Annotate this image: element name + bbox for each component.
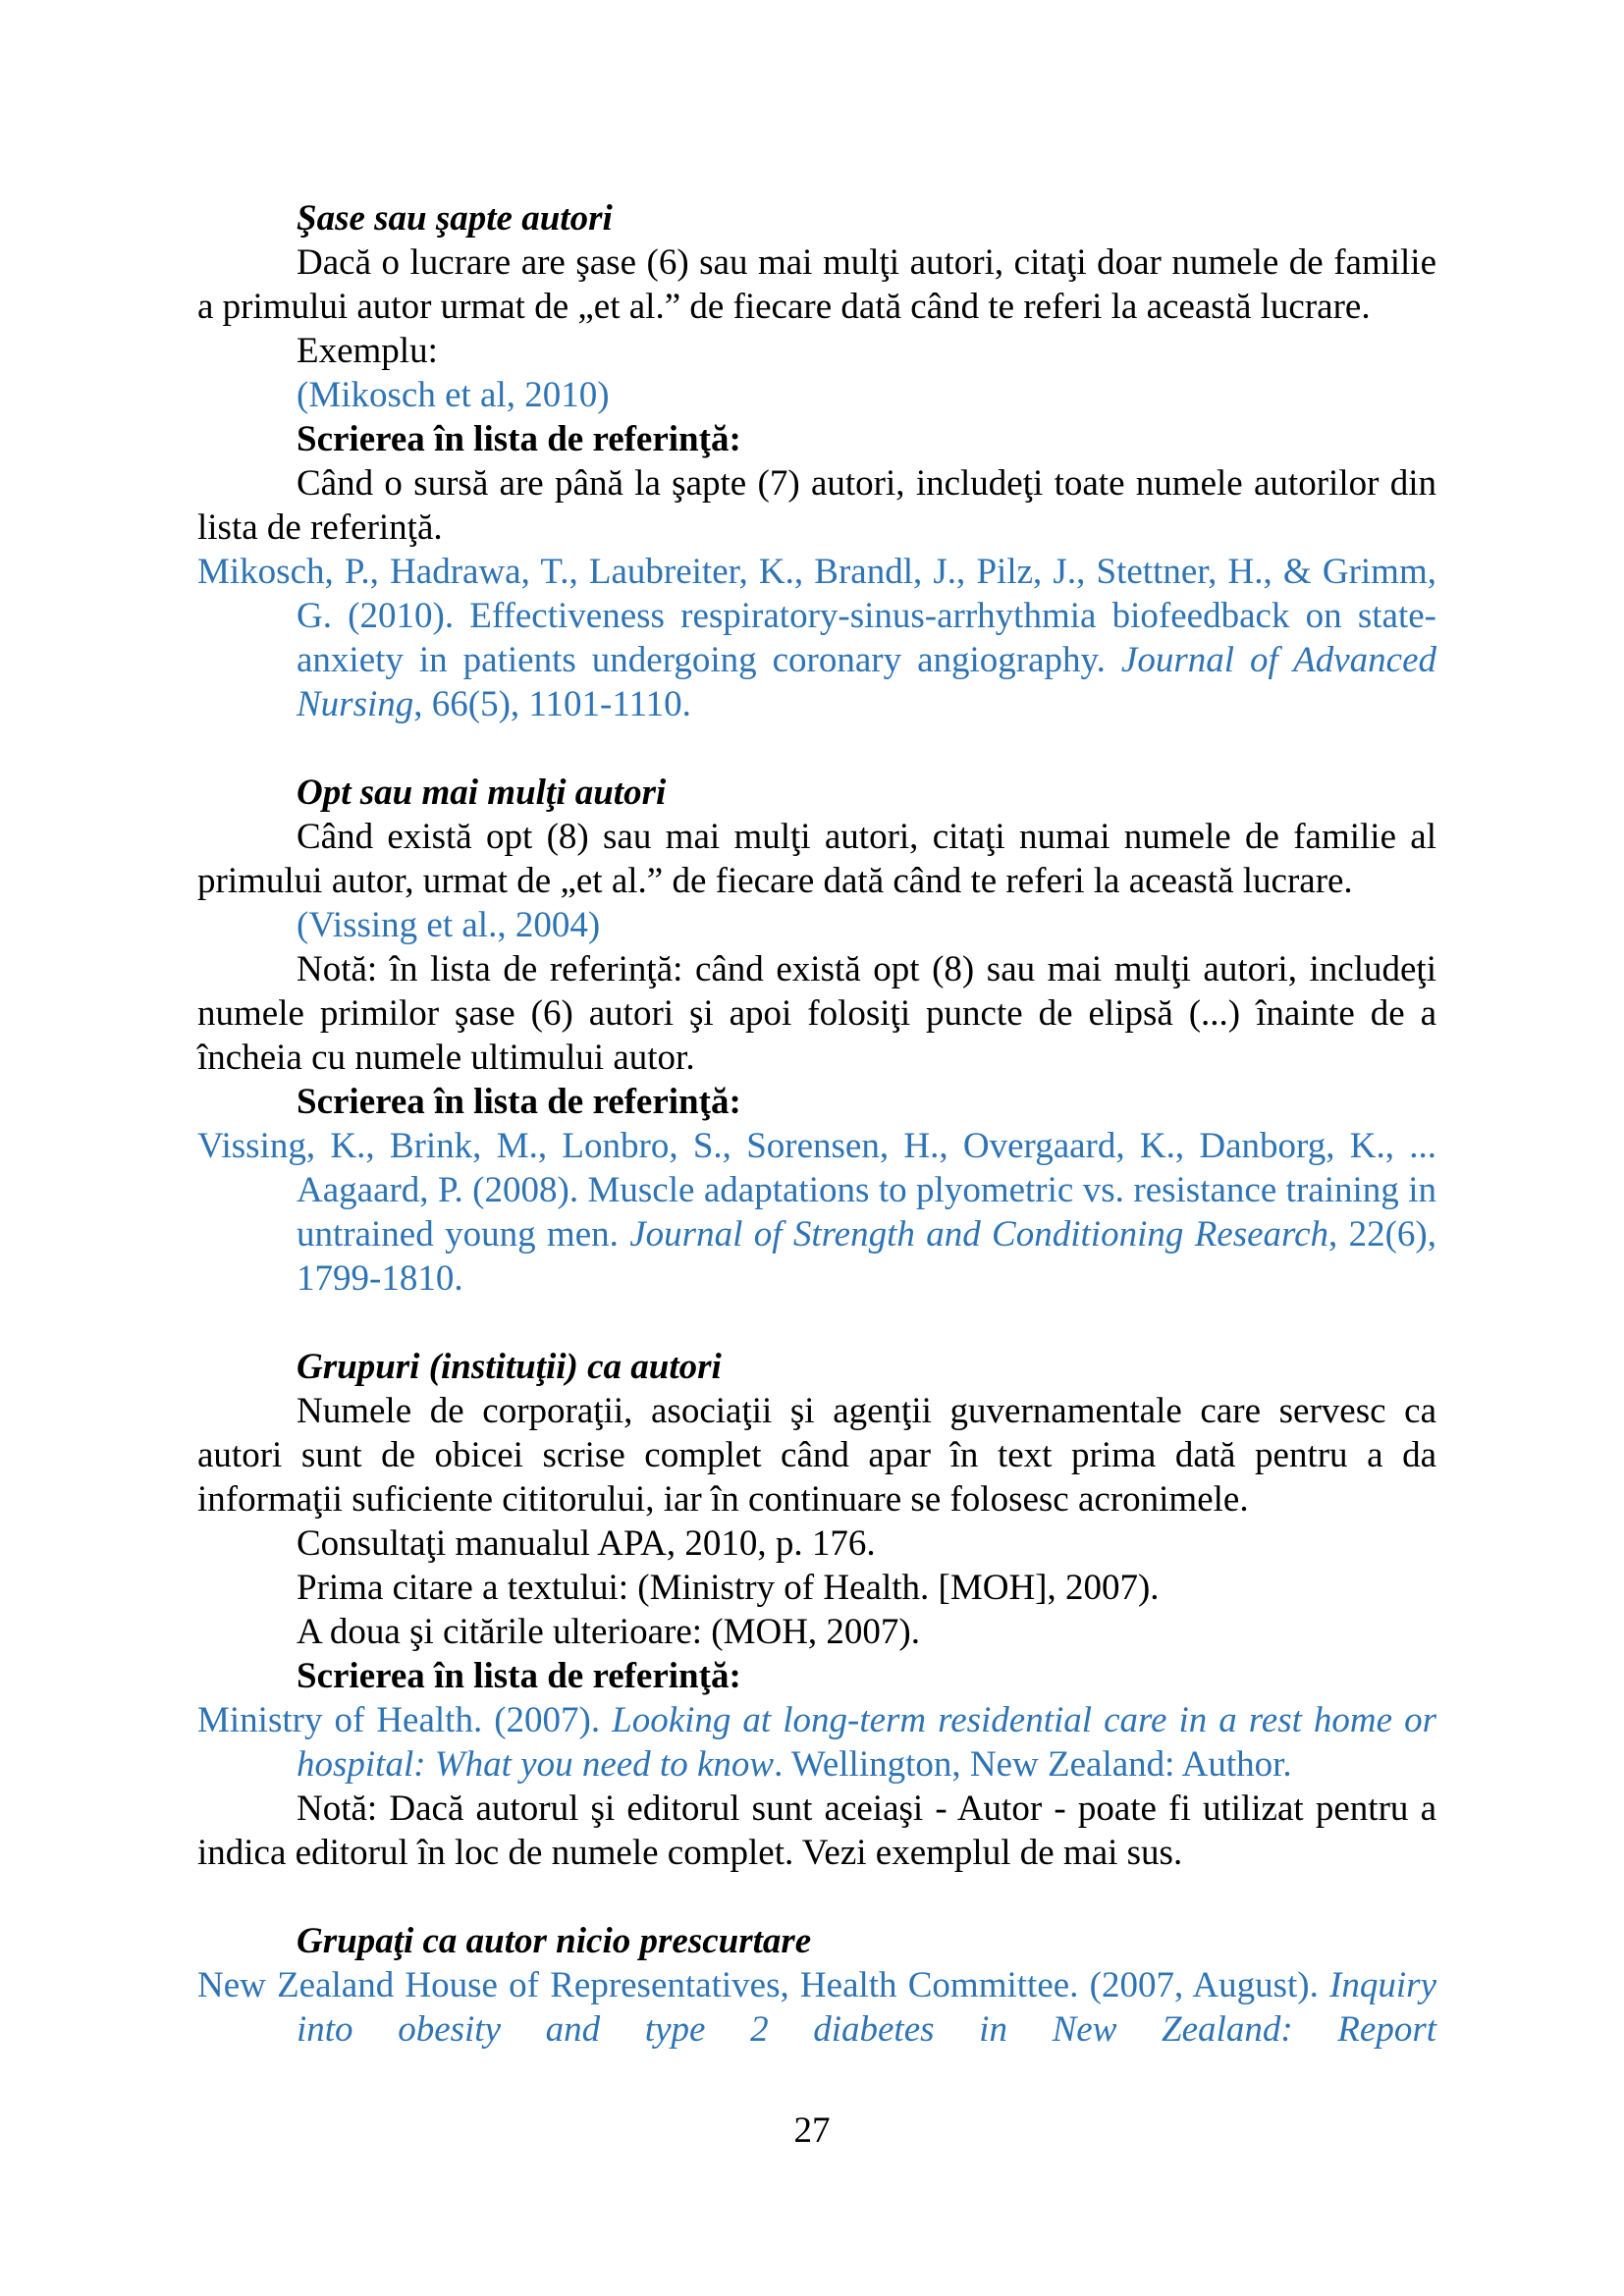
reference-text: New Zealand House of Representatives, Health Committee. (2007, August). bbox=[197, 1965, 1330, 2005]
page-number: 27 bbox=[793, 2110, 831, 2151]
text-line: Consultaţi manualul APA, 2010, p. 176. bbox=[297, 1523, 876, 1564]
reference-title: Inquiry into obesity and type 2 diabetes in New Zealand: Report bbox=[297, 1965, 1436, 2050]
paragraph: Numele de corporaţii, asociaţii şi agenţii guvernamentale care servesc ca autori sunt de obicei scrise complet când apar în text prima dată pentru a da informaţii suficiente cititorului, iar în continuare se folosesc acronimele. bbox=[197, 1391, 1436, 1520]
reference-list-heading: Scrierea în lista de referinţă: bbox=[297, 1082, 741, 1122]
text-line: Prima citare a textului: (Ministry of Health. [MOH], 2007). bbox=[297, 1568, 1160, 1608]
reference-tail: , 22(6), 1799-1810. bbox=[297, 1214, 1436, 1299]
note-paragraph: Notă: în lista de referinţă: când există opt (8) sau mai mulţi autori, includeţi numele primilor şase (6) autori şi apoi folosiţi puncte de elipsă (...) înainte de a încheia cu numele ultimului autor. bbox=[197, 949, 1436, 1078]
reference-entry bbox=[197, 1698, 1436, 1787]
text-line: A doua şi citările ulterioare: (MOH, 2007). bbox=[297, 1612, 920, 1652]
reference-journal: Journal of Advanced Nursing bbox=[297, 640, 1436, 724]
paragraph: Când există opt (8) sau mai mulţi autori, citaţi numai numele de familie al primului autor, urmat de „et al.” de fiecare dată când te referi la această lucrare. bbox=[197, 817, 1436, 901]
example-citation: (Vissing et al., 2004) bbox=[297, 905, 601, 945]
reference-title: Looking at long-term residential care in a rest home or hospital: What you need to know bbox=[297, 1700, 1436, 1785]
reference-tail: , 66(5), 1101-1110. bbox=[413, 684, 691, 724]
reference-journal: Journal of Strength and Conditioning Research bbox=[629, 1214, 1328, 1255]
spacer bbox=[197, 726, 1436, 771]
reference-entry bbox=[197, 1963, 1436, 2052]
reference-entry bbox=[197, 1124, 1436, 1301]
spacer bbox=[197, 1875, 1436, 1919]
reference-text: Vissing, K., Brink, M., Lonbro, S., Sorensen, H., Overgaard, K., Danborg, K., ... Aagaard, P. (2008). Muscle adaptations to plyometric vs. resistance training in untrained young men. bbox=[197, 1126, 1436, 1255]
paragraph: Dacă o lucrare are şase (6) sau mai mulţi autori, citaţi doar numele de familie a primului autor urmat de „et al.” de fiecare dată când te referi la această lucrare. bbox=[197, 242, 1436, 327]
reference-text: Ministry of Health. (2007). bbox=[197, 1700, 613, 1740]
section-heading: Grupuri (instituţii) ca autori bbox=[297, 1347, 722, 1387]
reference-tail: . Wellington, New Zealand: Author. bbox=[774, 1744, 1292, 1785]
spacer bbox=[197, 1301, 1436, 1345]
section-heading: Grupaţi ca autor nicio prescurtare bbox=[297, 1921, 812, 1961]
reference-entry bbox=[197, 550, 1436, 726]
example-label: Exemplu: bbox=[297, 331, 438, 371]
document-page bbox=[197, 196, 1436, 2052]
example-citation: (Mikosch et al, 2010) bbox=[297, 375, 610, 415]
section-heading: Şase sau şapte autori bbox=[297, 198, 613, 239]
paragraph: Când o sursă are până la şapte (7) autori, includeţi toate numele autorilor din lista de referinţă. bbox=[197, 463, 1436, 548]
note-paragraph: Notă: Dacă autorul şi editorul sunt aceiaşi - Autor - poate fi utilizat pentru a indica editorul în loc de numele complet. Vezi exemplul de mai sus. bbox=[197, 1789, 1436, 1873]
reference-list-heading: Scrierea în lista de referinţă: bbox=[297, 419, 741, 459]
reference-list-heading: Scrierea în lista de referinţă: bbox=[297, 1656, 741, 1696]
reference-text: Mikosch, P., Hadrawa, T., Laubreiter, K., Brandl, J., Pilz, J., Stettner, H., & Grimm, G. (2010). Effectiveness respiratory-sinus-arrhythmia biofeedback on state-anxiety in patients undergoing coronary angiography. bbox=[197, 552, 1436, 680]
section-heading: Opt sau mai mulţi autori bbox=[297, 773, 667, 813]
